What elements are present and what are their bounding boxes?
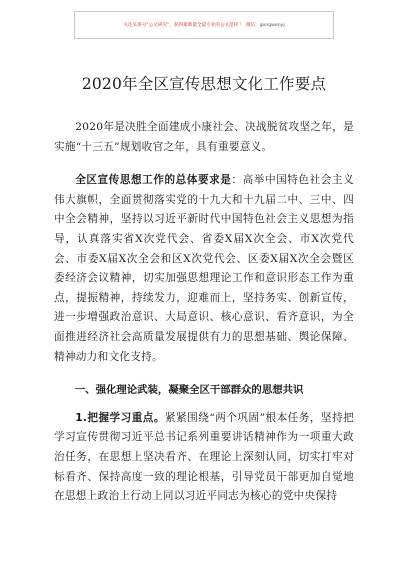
promo-banner (74, 11, 334, 39)
requirements-text: ：高举中国特色社会主义伟大旗帜，全面贯彻落实党的十九大和十九届二中、三中、四中全会精神，坚持以习近平新时代中国特色社会主义思想为指导，认真落实省X次党代会、省委X届X次全会、市X次党代会、市委X届X次全会和区X次党代会、区委X届X次全会暨区委经济会议精神，切实加强思想理论工作和意识形态工作为重点，提振精神，持续发力，迎难而上，坚持务实、创新宣传，进一步增强政治意识、大局意识、核心意识、看齐意识，为全面推进经济社会高质量发展提供有力的思想基础、舆论保障、精神动力和文化支持。 (54, 174, 354, 363)
promo-banner-text: 关注头条号“公文研究”，获得最新最全最专业的公文范样 ！ 微信： (123, 23, 260, 28)
requirements-paragraph (54, 171, 354, 367)
intro-paragraph: 2020年是决胜全面建成小康社会、决战脱贫攻坚之年，是实施“十三五”规划收官之年，具有重要意义。 (54, 121, 354, 153)
requirements-label: 全区宣传思想工作的总体要求是 (75, 174, 232, 187)
document-title: 2020年全区宣传思想文化工作要点 (81, 75, 327, 93)
document-body (54, 72, 354, 507)
item-1-text: 紧紧围绕“两个巩固”根本任务，坚持把学习宣传贯彻习近平总书记系列重要讲话精神作为一项重大政治任务，在思想上坚决看齐、在理论上深刻认同，切实打牢对标看齐、保持高度一致的理论根基，引导党员干部更加自觉地在思想上政治上行动上同以习近平同志为核心的党中央保持 (54, 411, 354, 503)
section-heading-1: 一、强化理论武装，凝聚全区干部群众的思想共识 (74, 384, 304, 397)
wechat-id: gongwenyj (259, 23, 285, 28)
item-1-paragraph (54, 409, 354, 507)
item-1-label: 1.把握学习重点。 (75, 411, 165, 424)
